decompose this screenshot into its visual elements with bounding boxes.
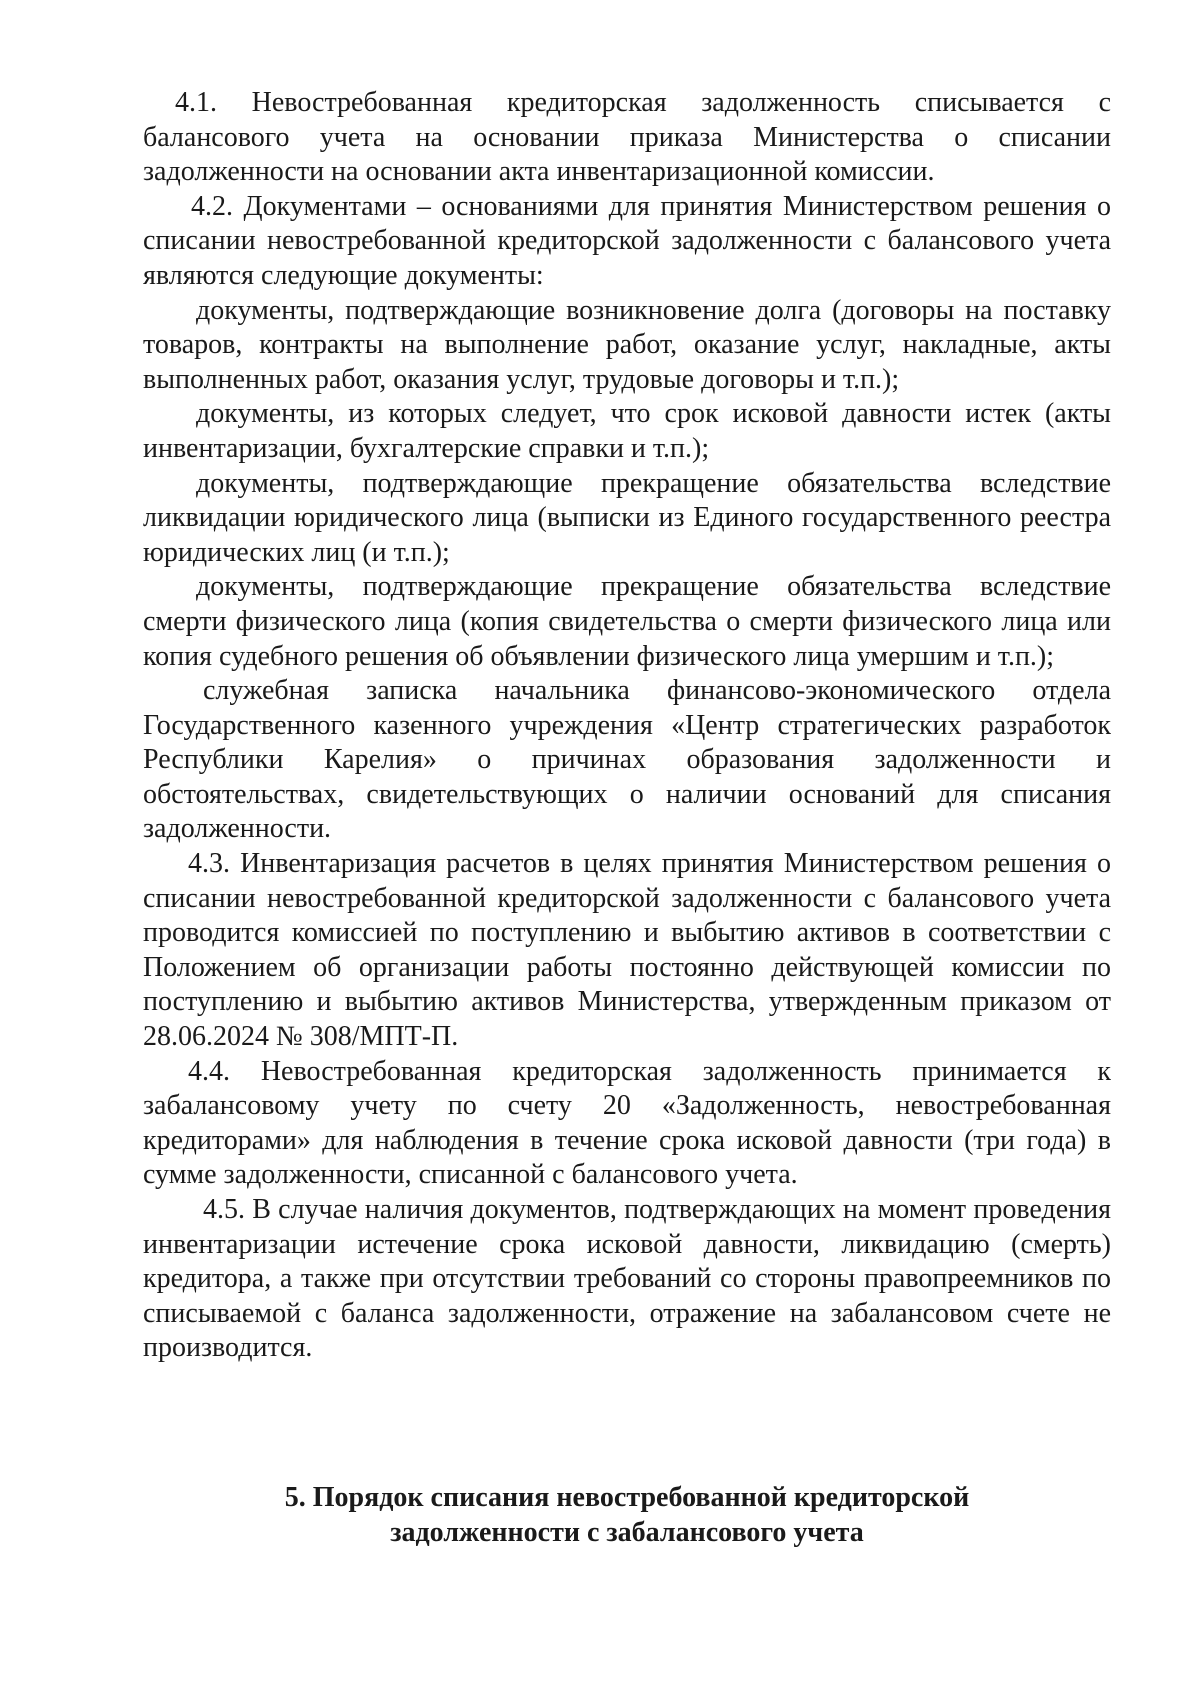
list-item-memo: служебная записка начальника финансово-экономического отдела Государственного казенного учреждения «Центр стратегических разработок Республики Карелия» о причинах образования задолженности и обстоятельствах, свидетельствующих о наличии оснований для списания задолженности.	[143, 675, 1111, 845]
section-heading-line-1: 5. Порядок списания невостребованной кредиторской	[284, 1482, 970, 1513]
list-item-death-docs: документы, подтверждающие прекращение обязательства вследствие смерти физического лица (копия свидетельства о смерти физического лица или копия судебного решения об объявлении физического лица умершим и т.п.);	[143, 571, 1111, 672]
section-heading-line-2: задолженности с забалансового учета	[390, 1517, 864, 1548]
paragraph-4-2: 4.2. Документами – основаниями для принятия Министерством решения о списании невостребованной кредиторской задолженности с балансового учета являются следующие документы:	[143, 190, 1111, 291]
list-item-limitation-docs: документы, из которых следует, что срок исковой давности истек (акты инвентаризации, бухгалтерские справки и т.п.);	[143, 398, 1111, 464]
paragraph-4-5: 4.5. В случае наличия документов, подтверждающих на момент проведения инвентаризации истечение срока исковой давности, ликвидацию (смерть) кредитора, а также при отсутствии требований со стороны правопреемников по списываемой с баланса задолженности, отражение на забалансовом счете не производится.	[143, 1194, 1111, 1364]
section-5-heading	[143, 1480, 1111, 1550]
paragraph-4-1: 4.1. Невостребованная кредиторская задолженность списывается с балансового учета на основании приказа Министерства о списании задолженности на основании акта инвентаризационной комиссии.	[143, 87, 1111, 188]
list-item-debt-origin-docs: документы, подтверждающие возникновение долга (договоры на поставку товаров, контракты на выполнение работ, оказание услуг, накладные, акты выполненных работ, оказания услуг, трудовые договоры и т.п.);	[143, 294, 1111, 395]
list-item-liquidation-docs: документы, подтверждающие прекращение обязательства вследствие ликвидации юридического лица (выписки из Единого государственного реестра юридических лиц (и т.п.);	[143, 467, 1111, 568]
paragraph-4-4: 4.4. Невостребованная кредиторская задолженность принимается к забалансовому учету по счету 20 «Задолженность, невостребованная кредиторами» для наблюдения в течение срока исковой давности (три года) в сумме задолженности, списанной с балансового учета.	[143, 1055, 1111, 1191]
document-body	[143, 86, 1111, 1366]
paragraph-4-3: 4.3. Инвентаризация расчетов в целях принятия Министерством решения о списании невостребованной кредиторской задолженности с балансового учета проводится комиссией по поступлению и выбытию активов в соответствии с Положением об организации работы постоянно действующей комиссии по поступлению и выбытию активов Министерства, утвержденным приказом от 28.06.2024 № 308/МПТ-П.	[143, 848, 1111, 1053]
